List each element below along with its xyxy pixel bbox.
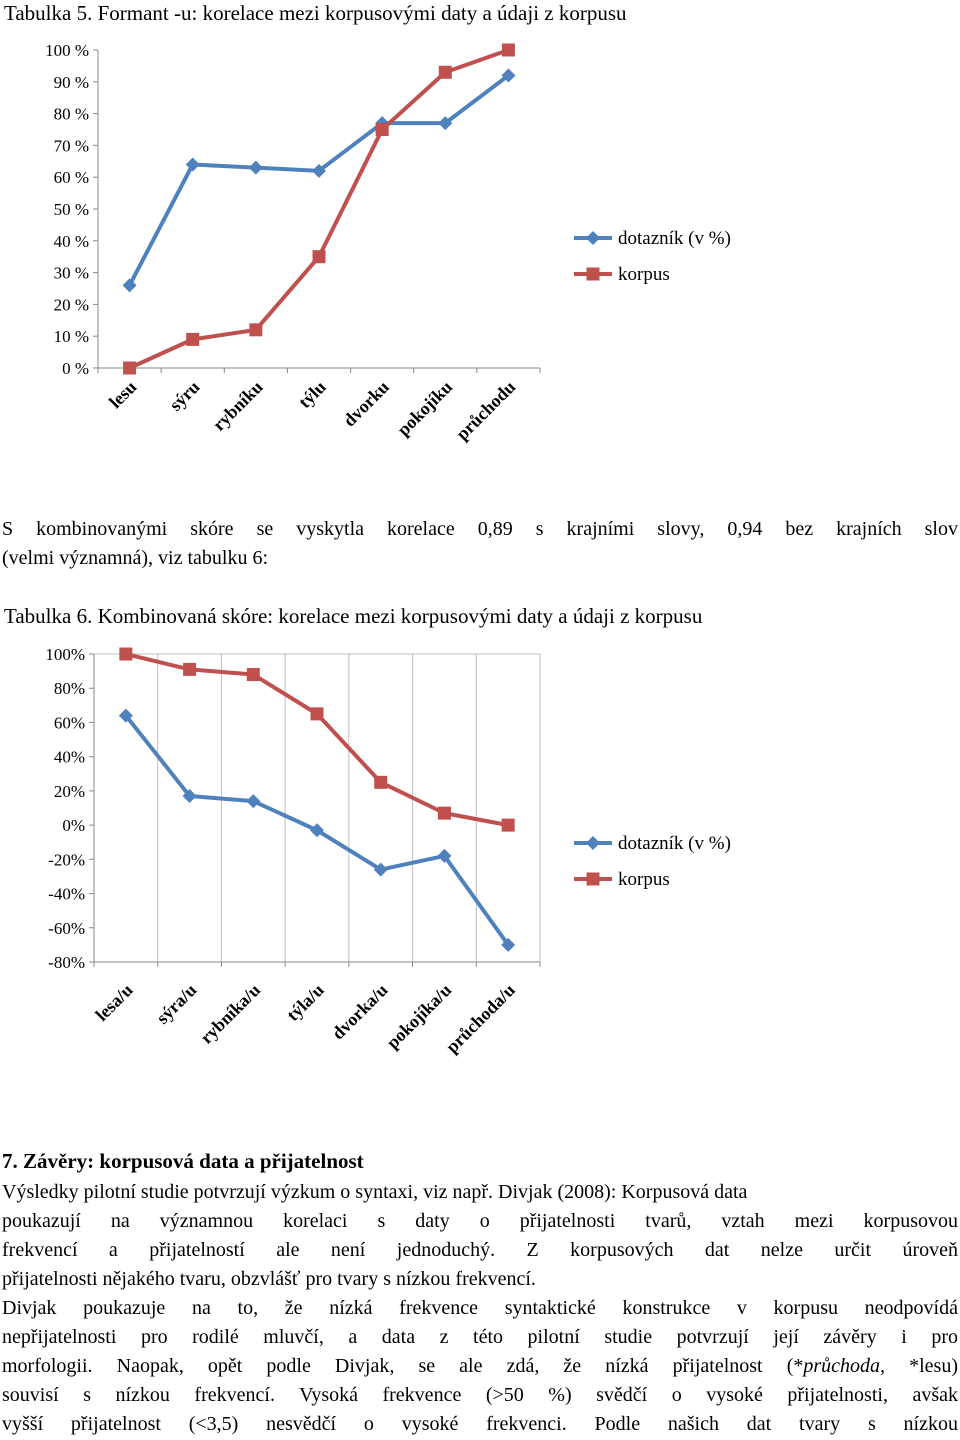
x-tick-label: sýra/u [152,979,201,1028]
dotaznik-point [186,157,200,171]
body-text: morfologii. Naopak, opět podle Divjak, se ale zdá, že nízká přijatelnost (* [2,1355,804,1377]
legend-marker [587,268,600,281]
paragraph-line: S kombinovanými skóre se vyskytla korelace 0,89 s krajními slovy, 0,94 bez krajních slov [2,518,958,540]
y-tick-label: 50 % [53,200,89,219]
chart-table6 [0,634,960,1114]
y-tick-label: 20 % [53,295,89,315]
body-text: *lesu) [885,1355,958,1377]
x-tick-label: pokojíka/u [382,979,456,1053]
legend-marker [586,836,600,850]
korpus-point [376,123,389,136]
dotaznik-point [246,794,260,808]
body-line: poukazují na významnou korelaci s daty o přijatelnosti tvarů, vztah mezi korpusovou [2,1210,958,1232]
body-line: nepřijatelnosti pro rodilé mluvčí, a data z této pilotní studie potvrzují její závěry i pro [2,1326,958,1348]
legend-label: korpus [618,264,670,285]
y-tick-label: 70 % [53,136,89,156]
y-tick-label: 40% [53,747,85,767]
korpus-point [119,648,132,661]
chart6-svg [0,634,960,1114]
y-tick-label: 0% [62,816,85,836]
section-heading: 7. Závěry: korpusová data a přijatelnost [2,1149,364,1173]
y-tick-label: 30 % [53,263,89,283]
y-tick-label: 80 % [53,104,89,124]
body-line: Výsledky pilotní studie potvrzují výzkum o syntaxi, viz např. Divjak (2008): Korpusová data [2,1181,748,1203]
korpus-point [502,819,515,832]
section7-body [2,1178,958,1439]
korpus-point [313,250,326,263]
body-line: Divjak poukazuje na to, že nízká frekvence syntaktické konstrukce v korpusu neodpovídá [2,1297,958,1319]
x-tick-label: rybníka/u [196,979,265,1048]
legend-label: dotazník (v %) [618,833,731,854]
x-tick-label: týla/u [282,979,328,1025]
x-tick-label: sýru [165,376,204,415]
chart5-svg [0,30,960,470]
body-line: souvisí s nízkou frekvencí. Vysoká frekvence (>50 %) svědčí o vysoké přijatelnosti, avšak [2,1384,958,1406]
paragraph-intro [2,515,958,573]
table6-caption: Tabulka 6. Kombinovaná skóre: korelace mezi korpusovými daty a údaji z korpusu [4,604,703,628]
y-tick-label: 0 % [62,359,89,378]
y-tick-label: -60% [48,918,85,938]
x-tick-label: rybníku [208,376,267,435]
legend-marker [586,231,600,245]
body-line: vyšší přijatelnost (<3,5) nesvědčí o vysoké frekvenci. Podle našich dat tvary s nízkou [2,1413,958,1435]
x-tick-label: průchoda/u [441,979,519,1057]
korpus-point [249,323,262,336]
korpus-point [186,333,199,346]
dotaznik-point [249,161,263,175]
body-line: přijatelnosti nějakého tvaru, obzvlášť pro tvary s nízkou frekvencí. [2,1268,536,1290]
x-tick-label: dvorku [339,376,393,431]
legend-label: korpus [618,869,670,890]
y-tick-label: 100% [45,645,85,664]
korpus-point [439,66,452,79]
y-tick-label: 60 % [53,168,89,188]
korpus-point [123,362,136,375]
y-tick-label: 100 % [45,41,89,60]
y-tick-label: 20% [53,781,85,801]
korpus-point [183,663,196,676]
y-tick-label: 80% [53,679,85,699]
y-tick-label: 90 % [53,72,89,92]
emphasis-word: průchoda, [803,1355,886,1377]
x-tick-label: lesu [105,376,141,413]
legend-marker [587,873,600,886]
korpus-point [438,807,451,820]
y-tick-label: 40 % [53,231,89,251]
korpus-point [311,707,324,720]
korpus-point [502,44,515,57]
table5-caption: Tabulka 5. Formant -u: korelace mezi korpusovými daty a údaji z korpusu [4,1,627,25]
chart-table5 [0,30,960,470]
x-tick-label: lesa/u [91,979,137,1025]
y-tick-label: 10 % [53,327,89,347]
body-line-with-emphasis [2,1352,958,1381]
y-tick-label: -80% [48,953,85,972]
x-tick-label: dvorka/u [327,979,392,1044]
dotaznik-point [123,278,137,292]
paragraph-line: (velmi významná), viz tabulku 6: [2,547,269,569]
series-line-korpus [130,50,509,368]
korpus-point [247,668,260,681]
series-line-korpus [126,654,508,825]
y-tick-label: -40% [48,884,85,904]
y-tick-label: 60% [53,713,85,733]
korpus-point [374,776,387,789]
legend-label: dotazník (v %) [618,228,731,249]
x-tick-label: týlu [294,376,330,413]
body-line: frekvencí a přijatelností ale není jednoduchý. Z korpusových dat nelze určit úroveň [2,1239,958,1261]
y-tick-label: -20% [48,850,85,870]
x-tick-label: pokojíku [393,376,457,440]
x-tick-label: průchodu [452,376,520,444]
